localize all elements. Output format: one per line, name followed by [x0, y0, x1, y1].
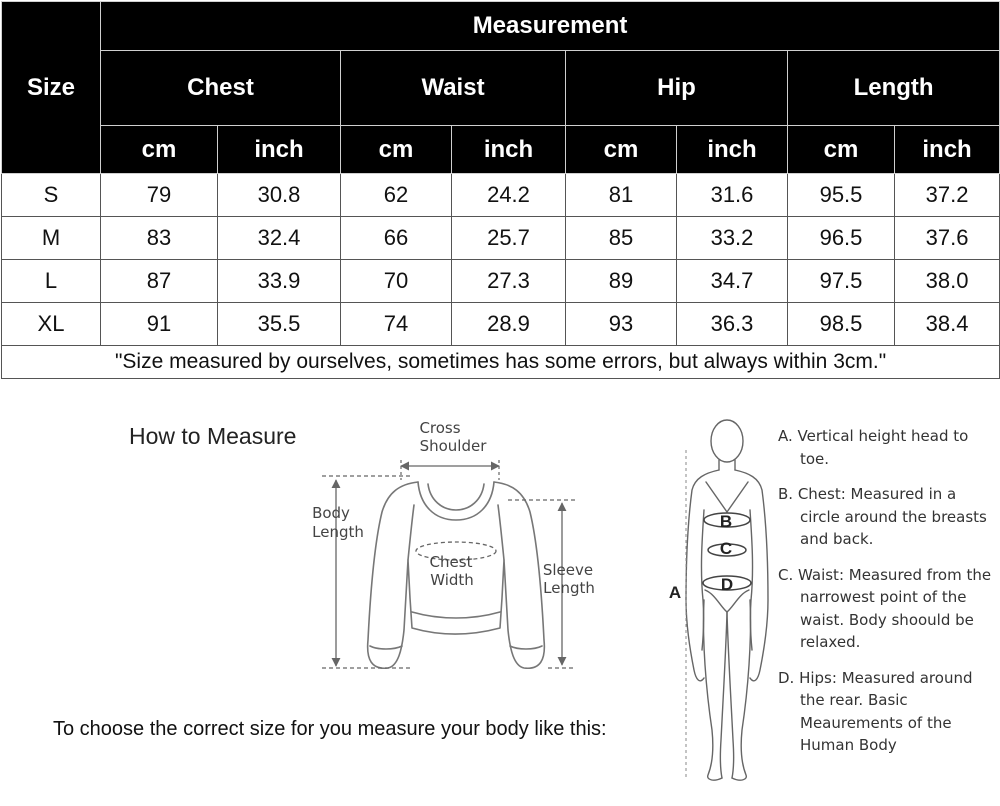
value-cell: 96.5: [788, 217, 895, 260]
value-cell: 27.3: [452, 260, 566, 303]
marker-a: A: [668, 583, 682, 602]
group-header-waist: Waist: [341, 51, 566, 126]
legend-item-height: A. Vertical height head to toe.: [778, 427, 969, 468]
value-cell: 33.9: [218, 260, 341, 303]
legend-item-waist: C. Waist: Measured from the narrowest point of the waist. Body shoould be relaxed.: [778, 565, 992, 651]
value-cell: 24.2: [452, 174, 566, 217]
value-cell: 89: [566, 260, 677, 303]
value-cell: 70: [341, 260, 452, 303]
value-cell: 83: [101, 217, 218, 260]
chest-width-label: Chest: [429, 553, 473, 571]
group-header-length: Length: [788, 51, 1000, 126]
group-header-chest: Chest: [101, 51, 341, 126]
value-cell: 81: [566, 174, 677, 217]
unit-header: inch: [677, 126, 788, 174]
value-cell: 37.6: [895, 217, 1000, 260]
value-cell: 85: [566, 217, 677, 260]
value-cell: 95.5: [788, 174, 895, 217]
marker-c: C: [719, 539, 733, 558]
measure-instruction: To choose the correct size for you measure your body like this:: [53, 718, 607, 740]
unit-header: cm: [788, 126, 895, 174]
size-cell: S: [2, 174, 101, 217]
body-length-label: Body: [312, 504, 350, 522]
body-length-label: Length: [312, 523, 364, 541]
measurement-header: Measurement: [101, 2, 1000, 51]
value-cell: 97.5: [788, 260, 895, 303]
size-cell: L: [2, 260, 101, 303]
unit-header: cm: [341, 126, 452, 174]
group-header-hip: Hip: [566, 51, 788, 126]
sleeve-length-label: Length: [543, 579, 595, 597]
cross-shoulder-label: Shoulder: [419, 437, 487, 455]
unit-header: cm: [101, 126, 218, 174]
value-cell: 87: [101, 260, 218, 303]
value-cell: 33.2: [677, 217, 788, 260]
value-cell: 32.4: [218, 217, 341, 260]
legend-item-chest: B. Chest: Measured in a circle around the breasts and back.: [778, 485, 987, 548]
legend-item-hips: D. Hips: Measured around the rear. Basic Meaurements of the Human Body: [778, 668, 973, 754]
how-to-measure-title: How to Measure: [129, 423, 297, 449]
value-cell: 28.9: [452, 303, 566, 346]
value-cell: 25.7: [452, 217, 566, 260]
sleeve-length-label: Sleeve: [542, 561, 594, 579]
unit-header: inch: [895, 126, 1000, 174]
value-cell: 66: [341, 217, 452, 260]
measurement-legend: [778, 425, 993, 770]
cross-shoulder-label: Cross: [419, 419, 461, 437]
value-cell: 93: [566, 303, 677, 346]
unit-header: inch: [218, 126, 341, 174]
value-cell: 62: [341, 174, 452, 217]
value-cell: 34.7: [677, 260, 788, 303]
value-cell: 79: [101, 174, 218, 217]
value-cell: 30.8: [218, 174, 341, 217]
value-cell: 38.4: [895, 303, 1000, 346]
marker-d: D: [720, 575, 734, 594]
marker-b: B: [719, 512, 733, 531]
value-cell: 35.5: [218, 303, 341, 346]
value-cell: 74: [341, 303, 452, 346]
value-cell: 36.3: [677, 303, 788, 346]
size-cell: M: [2, 217, 101, 260]
body-figure-illustration: [686, 420, 768, 780]
measurement-note: "Size measured by ourselves, sometimes has some errors, but always within 3cm.": [2, 346, 1000, 379]
value-cell: 38.0: [895, 260, 1000, 303]
value-cell: 91: [101, 303, 218, 346]
size-column-header: Size: [2, 2, 101, 174]
value-cell: 98.5: [788, 303, 895, 346]
value-cell: 31.6: [677, 174, 788, 217]
chest-width-label: Width: [430, 571, 474, 589]
unit-header: cm: [566, 126, 677, 174]
unit-header: inch: [452, 126, 566, 174]
value-cell: 37.2: [895, 174, 1000, 217]
size-cell: XL: [2, 303, 101, 346]
